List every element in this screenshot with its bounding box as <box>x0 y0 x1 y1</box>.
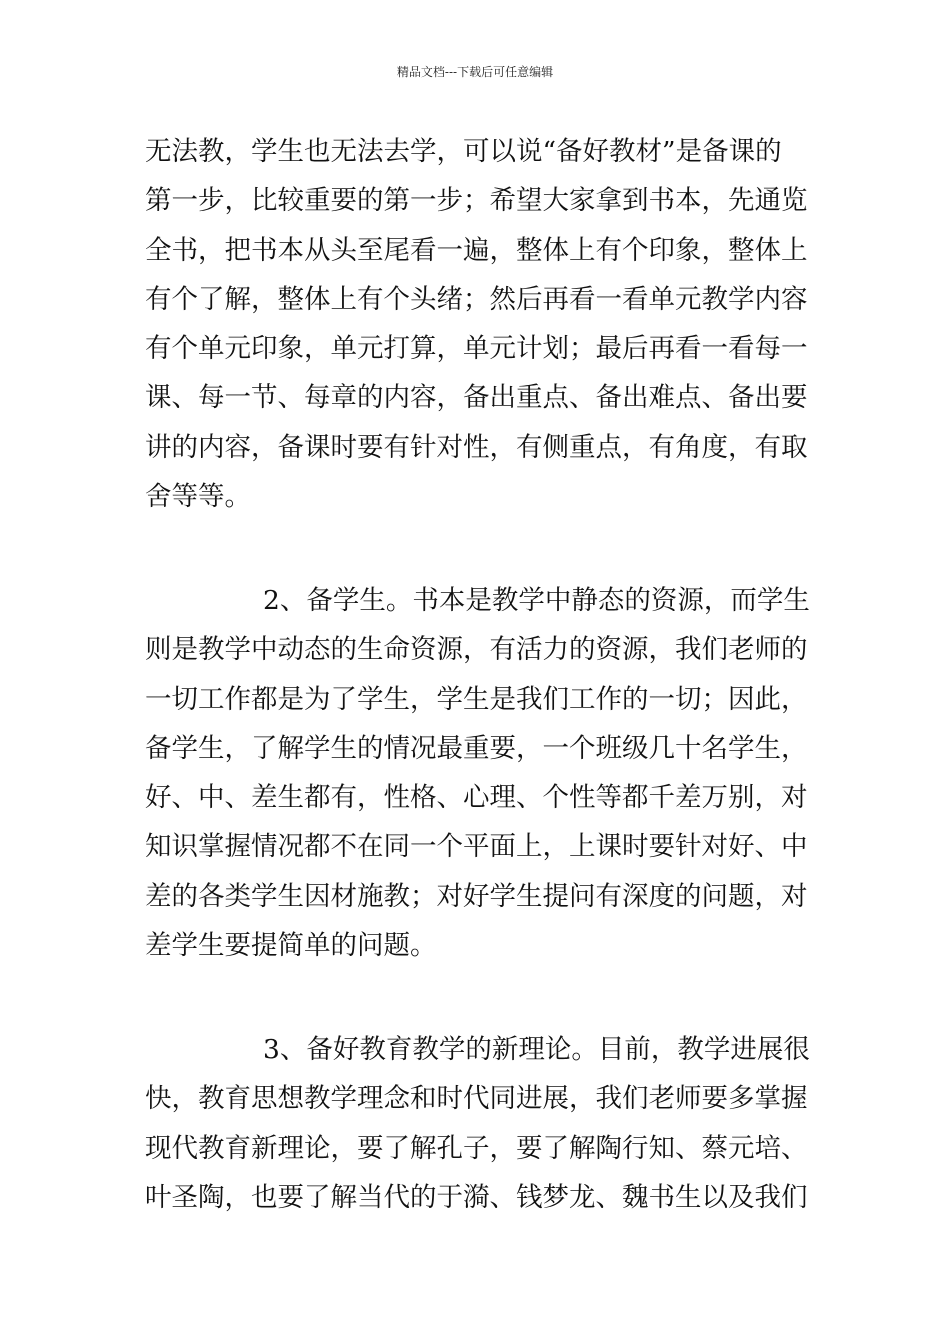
text-line: 一切工作都是为了学生，学生是我们工作的一切；因此， <box>145 683 808 715</box>
paragraph-2 <box>145 576 810 970</box>
text-line: 无法教，学生也无法去学，可以说“备好教材”是备课的 <box>145 136 782 167</box>
text-line: 叶圣陶，也要了解当代的于漪、钱梦龙、魏书生以及我们 <box>145 1181 808 1213</box>
text-line: 舍等等。 <box>145 481 251 513</box>
text-line: 现代教育新理论，要了解孔子，要了解陶行知、蔡元培、 <box>145 1132 808 1164</box>
text-line: 2、备学生。书本是教学中静态的资源，而学生 <box>263 585 810 616</box>
text-line: 第一步，比较重要的第一步；希望大家拿到书本，先通览 <box>145 185 808 217</box>
text-line: 差学生要提简单的问题。 <box>145 930 437 962</box>
text-line: 讲的内容，备课时要有针对性，有侧重点，有角度，有取 <box>145 431 808 463</box>
text-line: 有个了解，整体上有个头绪；然后再看一看单元教学内容 <box>145 283 808 315</box>
paragraph-1 <box>145 127 810 521</box>
text-line: 差的各类学生因材施教；对好学生提问有深度的问题，对 <box>145 880 808 912</box>
text-line: 备学生，了解学生的情况最重要，一个班级几十名学生， <box>145 732 808 764</box>
paragraph-3 <box>145 1025 810 1222</box>
text-line: 3、备好教育教学的新理论。目前，教学进展很 <box>263 1034 810 1065</box>
text-line: 知识掌握情况都不在同一个平面上，上课时要针对好、中 <box>145 831 808 863</box>
text-line: 有个单元印象，单元打算，单元计划；最后再看一看每一 <box>145 333 808 365</box>
text-line: 全书，把书本从头至尾看一遍，整体上有个印象，整体上 <box>145 234 808 266</box>
text-line: 则是教学中动态的生命资源，有活力的资源，我们老师的 <box>145 634 808 666</box>
text-line: 好、中、差生都有，性格、心理、个性等都千差万别，对 <box>145 782 808 814</box>
text-line: 课、每一节、每章的内容，备出重点、备出难点、备出要 <box>145 382 808 414</box>
text-line: 快，教育思想教学理念和时代同进展，我们老师要多掌握 <box>145 1083 808 1115</box>
page-header: 精品文档---下载后可任意编辑 <box>396 65 554 79</box>
